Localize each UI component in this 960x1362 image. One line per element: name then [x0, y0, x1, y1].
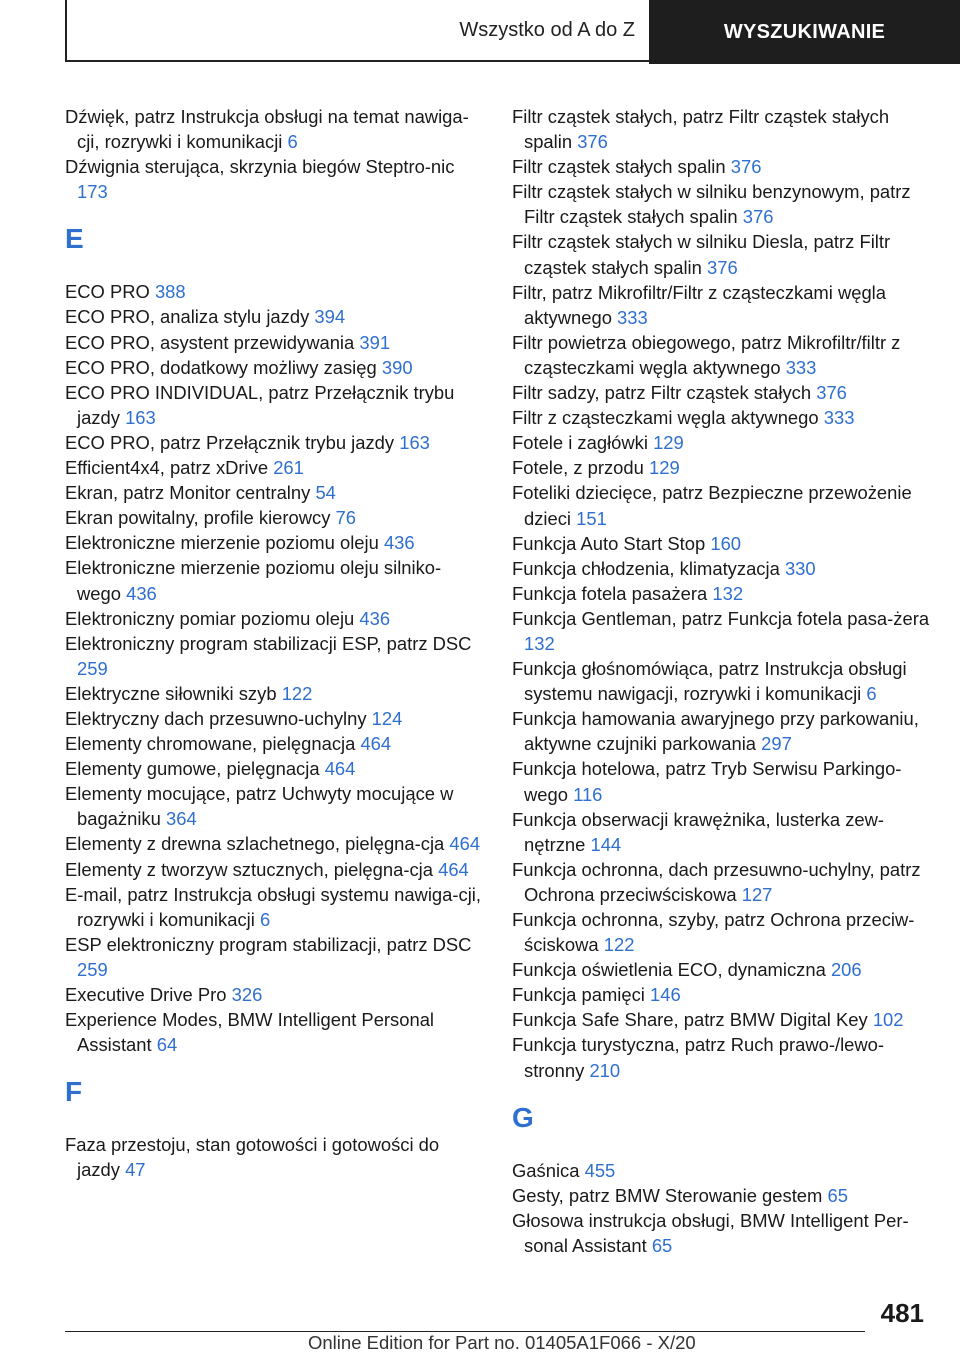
index-entry-text: Funkcja głośnomówiąca, patrz Instrukcja obsługi systemu nawigacji, rozrywki i komunikacji [512, 658, 907, 705]
index-entry-text: Dźwięk, patrz Instrukcja obsługi na temat nawiga-cji, rozrywki i komunikacji [65, 106, 469, 153]
index-entry-text: Funkcja obserwacji krawężnika, lusterka zew-nętrzne [512, 808, 885, 855]
index-page-link[interactable]: 163 [125, 406, 156, 428]
index-entry [65, 882, 485, 932]
index-page-link[interactable]: 65 [827, 1184, 848, 1206]
index-page-link[interactable]: 64 [156, 1034, 178, 1056]
index-entry-text: ESP elektroniczny program stabilizacji, patrz DSC [65, 933, 472, 955]
index-entry [65, 154, 485, 204]
index-entry-text: Elektroniczny program stabilizacji ESP, patrz DSC [65, 632, 472, 654]
index-page-link[interactable]: 76 [335, 507, 357, 529]
index-entry-text: Filtr cząstek stałych w silniku Diesla, patrz Filtr cząstek stałych spalin [512, 231, 891, 278]
index-column-left [65, 104, 485, 1182]
index-page-link[interactable]: 54 [315, 482, 336, 504]
index-entry [65, 505, 485, 530]
index-entry [512, 606, 932, 656]
page-number: 481 [880, 1298, 924, 1328]
index-entry [512, 1158, 932, 1183]
index-page-link[interactable]: 132 [712, 582, 744, 604]
index-entry [65, 606, 485, 631]
index-entry-text: Filtr sadzy, patrz Filtr cząstek stałych [512, 382, 812, 404]
index-page-link[interactable]: 259 [77, 657, 108, 679]
index-page-link[interactable]: 388 [154, 281, 186, 303]
index-page-link[interactable]: 330 [784, 557, 816, 579]
index-entry [512, 1007, 932, 1032]
index-entry [65, 279, 485, 304]
index-entry [65, 355, 485, 380]
index-page-link[interactable]: 206 [830, 959, 862, 981]
index-entry [512, 1208, 932, 1258]
index-entry-text: Elementy gumowe, pielęgnacja [65, 758, 320, 780]
index-entry-text: Funkcja turystyczna, patrz Ruch prawo-/lewo-stronny [512, 1034, 885, 1081]
index-page-link[interactable]: 436 [383, 532, 415, 554]
index-page-link[interactable]: 464 [324, 758, 356, 780]
index-entry [65, 1132, 485, 1182]
index-entry [512, 280, 932, 330]
index-entry-text: Elektryczne siłowniki szyb [65, 682, 277, 704]
footer-edition-text: Online Edition for Part no. 01405A1F066 - X/20 [308, 1332, 696, 1353]
index-page-link[interactable]: 6 [287, 131, 298, 153]
index-entry [512, 430, 932, 455]
index-entry-text: ECO PRO, dodatkowy możliwy zasięg [65, 356, 377, 378]
index-page-link[interactable]: 6 [866, 683, 877, 705]
index-entry [512, 807, 932, 857]
index-page-link[interactable]: 464 [360, 733, 392, 755]
index-entry-text: Executive Drive Pro [65, 984, 227, 1005]
index-entry [512, 706, 932, 756]
index-entry [512, 907, 932, 957]
index-entry [65, 380, 485, 430]
index-entry-text: Filtr cząstek stałych, patrz Filtr cząstek stałych spalin [512, 106, 890, 153]
index-entry [65, 756, 485, 781]
index-entry [512, 857, 932, 907]
index-page-link[interactable]: 297 [761, 733, 792, 755]
index-page-link[interactable]: 333 [823, 407, 855, 429]
section-title: Wszystko od A do Z [459, 18, 635, 41]
index-entry [512, 179, 932, 229]
index-page-link[interactable]: 47 [125, 1159, 146, 1181]
index-entry [512, 380, 932, 405]
index-entry-text: Filtr, patrz Mikrofiltr/Filtr z cząsteczkami węgla aktywnego [512, 281, 886, 328]
index-page-link[interactable]: 124 [371, 707, 403, 729]
index-entry-text: Funkcja ochronna, szyby, patrz Ochrona przeciw-ściskowa [512, 909, 915, 956]
index-entry-text: Funkcja pamięci [512, 984, 645, 1006]
index-entry-text: Experience Modes, BMW Intelligent Personal Assistant [65, 1009, 435, 1056]
index-entry-text: Fotele i zagłówki [512, 432, 648, 454]
index-entry-text: Funkcja Gentleman, patrz Funkcja fotela pasa-żera [512, 607, 930, 629]
index-entry-text: Ekran powitalny, profile kierowcy [65, 507, 331, 529]
index-entry-text: Elementy mocujące, patrz Uchwyty mocujące w bagażniku [65, 783, 454, 830]
index-entry [65, 455, 485, 480]
index-page-link[interactable]: 391 [359, 331, 391, 353]
index-entry-text: Funkcja fotela pasażera [512, 582, 708, 604]
index-entry [512, 656, 932, 706]
index-entry [65, 831, 485, 856]
index-page-link[interactable]: 376 [742, 206, 774, 228]
index-entry [512, 1032, 932, 1082]
index-page-link[interactable]: 127 [741, 883, 773, 905]
index-entry-text: Funkcja chłodzenia, klimatyzacja [512, 557, 780, 579]
index-entry-text: Elementy chromowane, pielęgnacja [65, 733, 356, 755]
index-page-link[interactable]: 122 [281, 682, 313, 704]
index-page-link[interactable]: 394 [314, 306, 346, 328]
index-entry [65, 631, 485, 681]
index-entry-text: Elektroniczne mierzenie poziomu oleju silniko-wego [65, 557, 442, 604]
index-entry-text: Elektroniczny pomiar poziomu oleju [65, 607, 355, 629]
index-page-link[interactable]: 376 [577, 131, 608, 153]
index-entry [65, 480, 485, 505]
index-entry-text: Elektryczny dach przesuwno-uchylny [65, 707, 367, 729]
index-entry [65, 982, 485, 1007]
index-page-link[interactable]: 333 [617, 306, 648, 328]
index-page-link[interactable]: 455 [584, 1159, 616, 1181]
index-entry [512, 1183, 932, 1208]
index-page-link[interactable]: 326 [231, 984, 263, 1005]
index-page-link[interactable]: 436 [359, 607, 391, 629]
index-entry-text: Filtr powietrza obiegowego, patrz Mikrofiltr/filtr z cząsteczkami węgla aktywnego [512, 331, 901, 378]
index-entry [512, 405, 932, 430]
index-entry [65, 857, 485, 882]
index-entry [65, 932, 485, 982]
index-entry-text: Efficient4x4, patrz xDrive [65, 457, 269, 479]
index-entry-text: Elektroniczne mierzenie poziomu oleju [65, 532, 379, 554]
index-entry-text: Elementy z tworzyw sztucznych, pielęgna-cja [65, 858, 433, 880]
index-page-link[interactable]: 259 [77, 958, 108, 980]
index-page-link[interactable]: 390 [381, 356, 413, 378]
index-entry-text: Funkcja hotelowa, patrz Tryb Serwisu Parkingo-wego [512, 758, 902, 805]
index-page-link[interactable]: 376 [706, 256, 738, 278]
index-page-link[interactable]: 160 [710, 532, 742, 554]
index-entry-text: Dźwignia sterująca, skrzynia biegów Steptro-nic [65, 156, 455, 178]
index-entry-text: Gesty, patrz BMW Sterowanie gestem [512, 1184, 823, 1206]
index-entry [512, 982, 932, 1007]
index-letter-heading: G [512, 1101, 534, 1133]
index-entry-text: Filtr z cząsteczkami węgla aktywnego [512, 407, 819, 429]
search-tab[interactable] [649, 0, 960, 64]
index-entry-text: ECO PRO, asystent przewidywania [65, 331, 355, 353]
index-page-link[interactable]: 376 [730, 156, 762, 178]
index-entry-text: Faza przestoju, stan gotowości i gotowości do jazdy [65, 1134, 440, 1181]
index-entry [512, 756, 932, 806]
index-entry [65, 731, 485, 756]
index-entry-text: Funkcja ochronna, dach przesuwno-uchylny, patrz Ochrona przeciwściskowa [512, 858, 921, 905]
index-entry [512, 104, 932, 154]
index-entry-text: Filtr cząstek stałych w silniku benzynowym, patrz Filtr cząstek stałych spalin [512, 181, 911, 228]
index-entry [512, 229, 932, 279]
index-entry-text: ECO PRO, analiza stylu jazdy [65, 306, 310, 328]
index-entry [65, 530, 485, 555]
index-column-right [512, 104, 932, 1258]
section-title-tab[interactable] [65, 0, 649, 62]
index-letter-heading: E [65, 223, 84, 255]
index-page-link[interactable]: 464 [438, 858, 469, 880]
index-entry [512, 581, 932, 606]
index-entry [65, 104, 485, 154]
index-entry [65, 681, 485, 706]
index-entry [65, 555, 485, 605]
index-page-link[interactable]: 261 [273, 457, 304, 479]
index-entry-text: Filtr cząstek stałych spalin [512, 156, 726, 178]
index-entry-text: Foteliki dziecięce, patrz Bezpieczne przewożenie dzieci [512, 482, 912, 529]
index-entry-text: Elementy z drewna szlachetnego, pielęgna-cja [65, 833, 445, 855]
index-entry-text: Głosowa instrukcja obsługi, BMW Intelligent Per-sonal Assistant [512, 1209, 909, 1256]
index-entry-text: Gaśnica [512, 1159, 580, 1181]
index-entry-text: E-mail, patrz Instrukcja obsługi systemu nawiga-cji, rozrywki i komunikacji [65, 883, 481, 930]
index-entry [65, 304, 485, 329]
index-page-link[interactable]: 333 [785, 356, 817, 378]
index-letter-heading: F [65, 1076, 83, 1108]
index-page-link[interactable]: 210 [589, 1059, 621, 1081]
index-entry [512, 531, 932, 556]
index-page-link[interactable]: 146 [650, 984, 681, 1006]
index-page-link[interactable]: 102 [872, 1009, 904, 1031]
index-page-link[interactable]: 364 [165, 808, 197, 830]
index-entry [512, 957, 932, 982]
index-page-link[interactable]: 464 [449, 833, 481, 855]
index-entry-text: ECO PRO INDIVIDUAL, patrz Przełącznik trybu jazdy [65, 381, 455, 428]
index-entry-text: Funkcja oświetlenia ECO, dynamiczna [512, 959, 826, 981]
index-entry [65, 430, 485, 455]
index-page-link[interactable]: 376 [816, 382, 847, 404]
index-entry-text: Ekran, patrz Monitor centralny [65, 482, 311, 504]
index-page-link[interactable]: 6 [259, 908, 271, 930]
index-page-link[interactable]: 116 [573, 783, 603, 805]
index-entry [65, 706, 485, 731]
search-tab-label: WYSZUKIWANIE [723, 20, 886, 43]
index-entry [65, 1007, 485, 1057]
index-entry-text: Funkcja Auto Start Stop [512, 532, 706, 554]
index-page-link[interactable]: 151 [576, 507, 607, 529]
index-entry-text: Funkcja Safe Share, patrz BMW Digital Key [512, 1009, 868, 1031]
index-entry [65, 330, 485, 355]
index-page-link[interactable]: 129 [653, 432, 684, 454]
index-page-link[interactable]: 129 [649, 457, 680, 479]
index-page-link[interactable]: 436 [126, 582, 157, 604]
index-page-link[interactable]: 163 [399, 431, 430, 453]
index-page-link[interactable]: 173 [77, 181, 108, 203]
index-entry [512, 480, 932, 530]
index-entry-text: Funkcja hamowania awaryjnego przy parkowaniu, aktywne czujniki parkowania [512, 708, 919, 755]
index-entry [512, 556, 932, 581]
index-entry-text: Fotele, z przodu [512, 457, 644, 479]
index-entry [512, 455, 932, 480]
index-entry-text: ECO PRO, patrz Przełącznik trybu jazdy [65, 431, 395, 453]
index-page-link[interactable]: 144 [590, 833, 622, 855]
index-page-link[interactable]: 65 [651, 1234, 673, 1256]
index-entry-text: ECO PRO [65, 281, 150, 303]
index-entry [512, 154, 932, 179]
index-page-link[interactable]: 132 [524, 632, 555, 654]
index-entry [512, 330, 932, 380]
index-page-link[interactable]: 122 [603, 934, 635, 956]
index-entry [65, 781, 485, 831]
